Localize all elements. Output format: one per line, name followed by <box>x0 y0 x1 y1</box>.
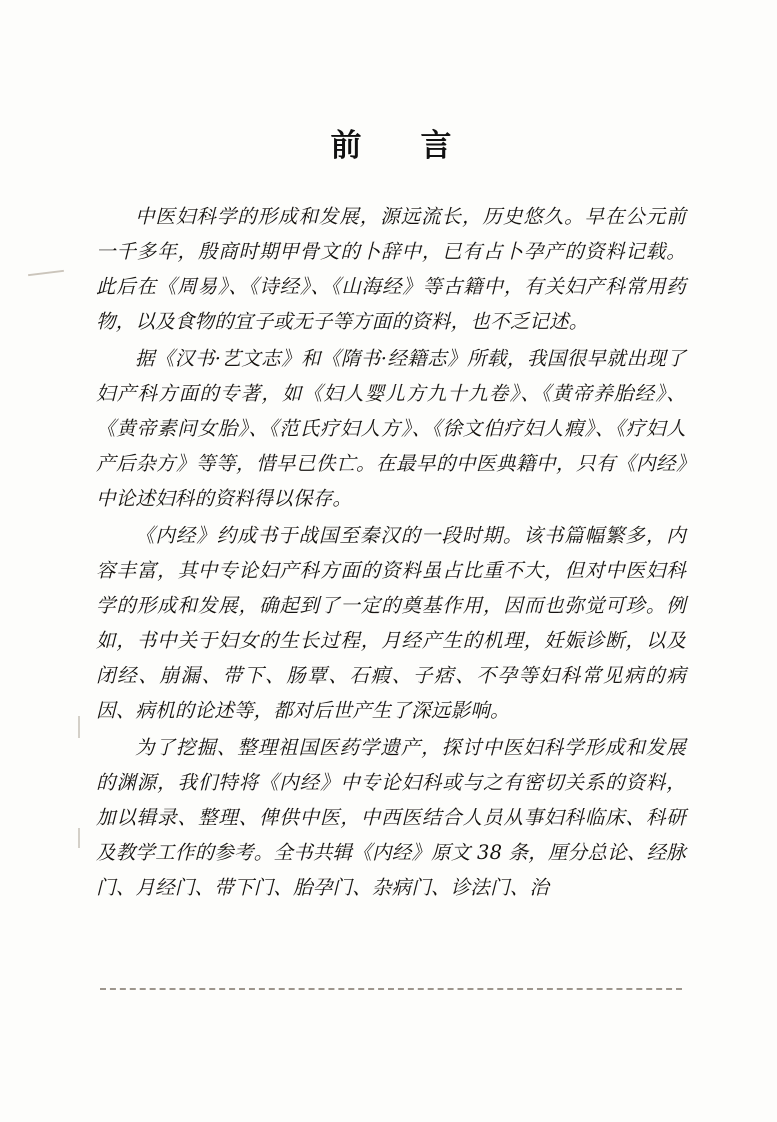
paragraph: 据《汉书·艺文志》和《隋书·经籍志》所载，我国很早就出现了妇产科方面的专著，如《妇人婴儿方九十九卷》、《黄帝养胎经》、《黄帝素问女胎》、《范氏疗妇人方》、《徐文伯疗妇人瘕》、《疗妇人产后杂方》等等，惜早已佚亡。在最早的中医典籍中，只有《内经》中论述妇科的资料得以保存。 <box>96 347 686 510</box>
scan-artifact-mark <box>78 716 80 738</box>
page-content <box>96 120 686 907</box>
scan-artifact-mark <box>28 270 64 276</box>
footer-divider <box>100 988 682 990</box>
page-title: 前 言 <box>330 128 466 164</box>
paragraph: 中医妇科学的形成和发展，源远流长，历史悠久。早在公元前一千多年，殷商时期甲骨文的卜辞中，已有占卜孕产的资料记载。此后在《周易》、《诗经》、《山海经》等古籍中，有关妇产科常用药物，以及食物的宜子或无子等方面的资料，也不乏记述。 <box>96 205 686 333</box>
paragraph: 为了挖掘、整理祖国医药学遗产，探讨中医妇科学形成和发展的渊源，我们特将《内经》中专论妇科或与之有密切关系的资料，加以辑录、整理、俾供中医，中西医结合人员从事妇科临床、科研及教学工作的参考。全书共辑《内经》原文 38 条，厘分总论、经脉门、月经门、带下门、胎孕门、杂病门、诊法门、治 <box>96 736 686 899</box>
scan-artifact-mark <box>78 828 80 848</box>
body-text <box>96 199 686 905</box>
paragraph: 《内经》约成书于战国至秦汉的一段时期。该书篇幅繁多，内容丰富，其中专论妇产科方面的资料虽占比重不大，但对中医妇科学的形成和发展，确起到了一定的奠基作用，因而也弥觉可珍。例如，书中关于妇女的生长过程，月经产生的机理，妊娠诊断，以及闭经、崩漏、带下、肠覃、石瘕、子痞、不孕等妇科常见病的病因、病机的论述等，都对后世产生了深远影响。 <box>96 524 686 722</box>
